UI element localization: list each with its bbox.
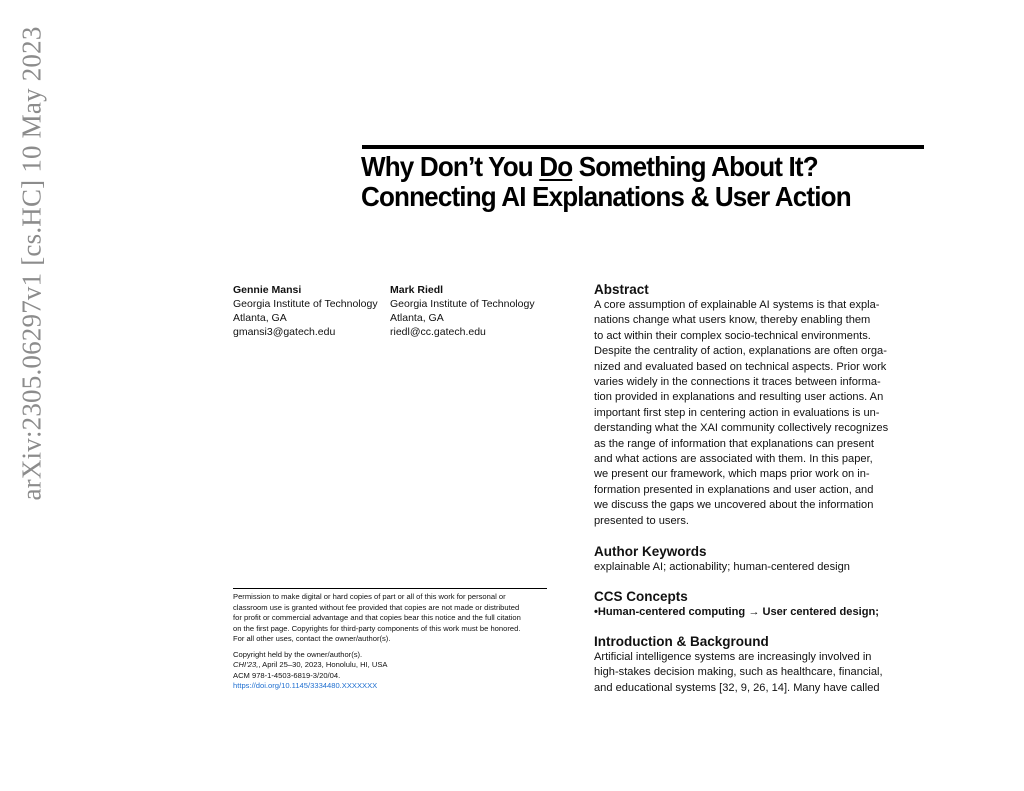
- abstract-line: and what actions are associated with them. In this paper,: [594, 453, 873, 466]
- author-block-1: [233, 283, 378, 339]
- doi-link[interactable]: https://doi.org/10.1145/3334480.XXXXXXX: [233, 681, 378, 690]
- intro-line: Artificial intelligence systems are increasingly involved in: [594, 651, 872, 663]
- arxiv-stamp-text: arXiv:2305.06297v1 [cs.HC] 10 May 2023: [16, 25, 47, 501]
- abstract-heading: Abstract: [594, 282, 649, 297]
- author-affiliation: Georgia Institute of Technology: [233, 298, 378, 310]
- intro-line: high-stakes decision making, such as healthcare, financial,: [594, 666, 883, 679]
- permission-line: for profit or commercial advantage and that copies bear this notice and the full citation: [233, 613, 521, 622]
- keywords-text: explainable AI; actionability; human-centered design: [594, 561, 850, 573]
- abstract-line: nized and evaluated based on technical aspects. Prior work: [594, 360, 887, 373]
- paper-title: [361, 152, 900, 212]
- abstract-line: to act within their complex socio-technical environments.: [594, 329, 871, 342]
- abstract-line: as the range of information that explanations can present: [594, 437, 874, 450]
- abstract-line: A core assumption of explainable AI systems is that expla-: [594, 299, 880, 311]
- ccs-heading: CCS Concepts: [594, 589, 688, 604]
- abstract-line: important first step in centering action in evaluations is un-: [594, 406, 880, 419]
- abstract-body: [594, 298, 924, 529]
- author-location: Atlanta, GA: [390, 312, 444, 324]
- copyright-line: Copyright held by the owner/author(s).: [233, 649, 363, 659]
- abstract-line: we present our framework, which maps prior work on in-: [594, 468, 870, 481]
- title-line1-post: Something About It?: [572, 151, 818, 182]
- author-affiliation: Georgia Institute of Technology: [390, 298, 535, 310]
- ccs-text: •Human-centered computing → User centered design;: [594, 606, 879, 618]
- venue-details: , April 25–30, 2023, Honolulu, HI, USA: [258, 660, 388, 669]
- abstract-line: tion provided in explanations and resulting user actions. An: [594, 391, 884, 404]
- permission-rule: [233, 588, 547, 589]
- abstract-line: formation presented in explanations and user action, and: [594, 483, 874, 496]
- intro-line: and educational systems [32, 9, 26, 14]. Many have called: [594, 681, 880, 694]
- author-email[interactable]: gmansi3@gatech.edu: [233, 326, 336, 338]
- arxiv-stamp: [6, 25, 58, 501]
- author-block-2: [390, 283, 535, 339]
- acm-line: ACM 978-1-4503-6819-3/20/04.: [233, 670, 341, 680]
- author-email[interactable]: riedl@cc.gatech.edu: [390, 326, 486, 338]
- abstract-line: Despite the centrality of action, explanations are often orga-: [594, 345, 887, 358]
- permission-line: classroom use is granted without fee provided that copies are not made or distributed: [233, 602, 520, 612]
- keywords-heading: Author Keywords: [594, 544, 707, 559]
- abstract-line: derstanding what the XAI community collectively recognizes: [594, 422, 889, 435]
- venue-line: [233, 660, 553, 671]
- abstract-line: we discuss the gaps we uncovered about the information: [594, 499, 874, 512]
- author-location: Atlanta, GA: [233, 312, 287, 324]
- intro-body: [594, 650, 924, 696]
- author-name: Gennie Mansi: [233, 284, 302, 296]
- title-line2: Connecting AI Explanations & User Action: [361, 181, 851, 212]
- title-rule: [362, 145, 924, 149]
- intro-heading: Introduction & Background: [594, 634, 769, 649]
- title-line1-pre: Why Don’t You: [361, 151, 540, 182]
- abstract-line: varies widely in the connections it traces between informa-: [594, 376, 881, 389]
- venue-name: CHI’23,: [233, 660, 259, 669]
- permission-block: [233, 592, 553, 692]
- title-underlined-word: Do: [539, 151, 573, 182]
- permission-line: For all other uses, contact the owner/author(s).: [233, 634, 391, 643]
- permission-line: on the first page. Copyrights for third-party components of this work must be honored.: [233, 623, 521, 633]
- abstract-line: nations change what users know, thereby enabling them: [594, 314, 871, 327]
- abstract-line: presented to users.: [594, 514, 689, 527]
- permission-line: Permission to make digital or hard copies of part or all of this work for personal or: [233, 592, 506, 601]
- author-name: Mark Riedl: [390, 284, 444, 296]
